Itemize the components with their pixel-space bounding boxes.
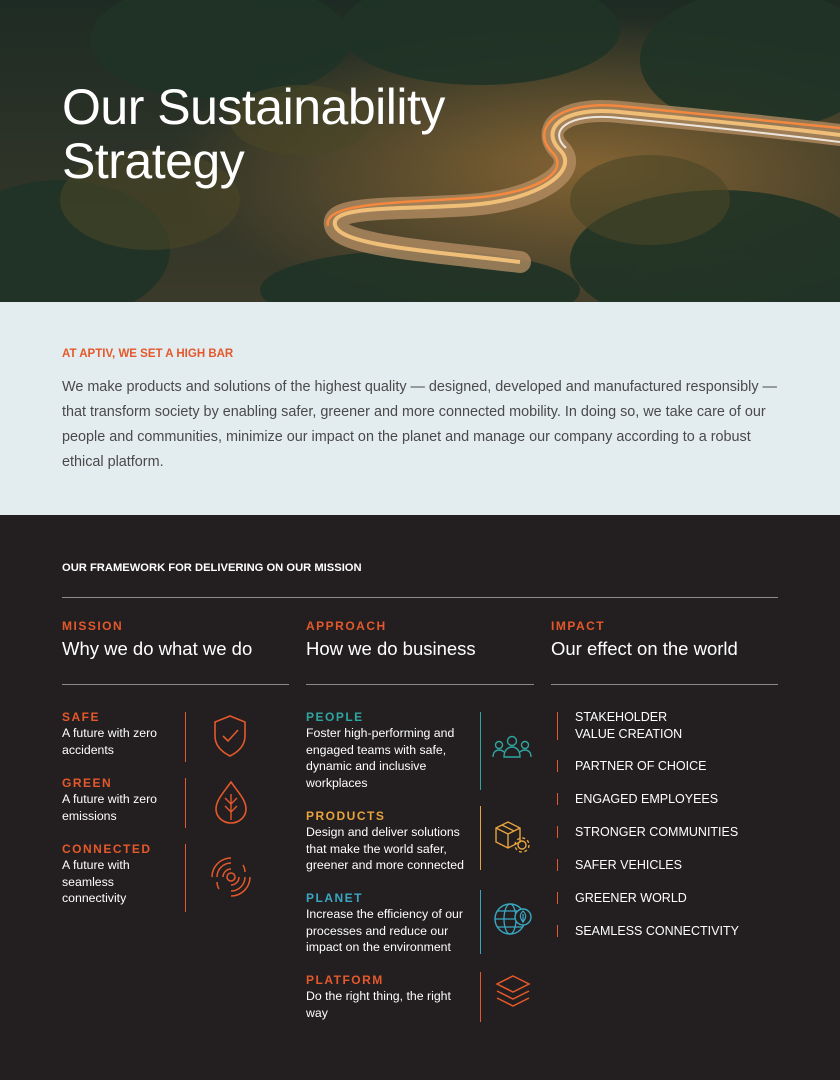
impact-item: SAFER VEHICLES — [575, 858, 682, 872]
impact-item-divider — [557, 826, 558, 838]
people-icon — [491, 735, 533, 759]
approach-item-divider — [480, 972, 481, 1022]
approach-divider — [306, 684, 534, 685]
approach-heading: How we do business — [306, 638, 476, 659]
approach-item-people-text: Foster high-performing and engaged teams with safe, dynamic and inclusive workplaces — [306, 726, 455, 790]
impact-item: GREENER WORLD — [575, 891, 687, 905]
impact-item-divider — [557, 793, 558, 805]
shield-check-icon — [212, 714, 248, 758]
impact-item-divider — [557, 760, 558, 772]
intro-kicker: AT APTIV, WE SET A HIGH BAR — [62, 348, 234, 360]
impact-item-divider — [557, 892, 558, 904]
impact-kicker: IMPACT — [551, 619, 606, 633]
approach-item-platform-label: PLATFORM — [306, 973, 384, 987]
approach-item-divider — [480, 890, 481, 954]
impact-item-divider — [557, 925, 558, 937]
approach-item-platform-text: Do the right thing, the right way — [306, 989, 451, 1020]
mission-item-safe-text: A future with zero accidents — [62, 726, 158, 757]
mission-item-connected-label: CONNECTED — [62, 842, 152, 856]
hero-banner — [0, 0, 840, 302]
approach-item-divider — [480, 712, 481, 790]
mission-heading: Why we do what we do — [62, 638, 253, 659]
impact-item: SEAMLESS CONNECTIVITY — [575, 924, 739, 938]
impact-item-divider — [557, 859, 558, 871]
impact-item: ENGAGED EMPLOYEES — [575, 792, 719, 806]
impact-item-divider — [557, 712, 558, 740]
impact-item: PARTNER OF CHOICE — [575, 759, 707, 773]
intro-body: We make products and solutions of the highest quality — designed, developed and manufactured responsibly — that transform society by enabling safer, greener and more connected mobility. In doing so, we take care of our people and communities, minimize our impact on the planet and manage our company according to a robust ethical platform. — [62, 379, 777, 470]
mission-item-connected-text: A future with seamless connectivity — [62, 858, 130, 905]
mission-item-divider — [185, 844, 186, 912]
page-title: Our Sustainability Strategy — [62, 79, 445, 189]
mission-divider — [62, 684, 289, 685]
mission-kicker: MISSION — [62, 619, 124, 633]
mission-item-divider — [185, 778, 186, 828]
approach-kicker: APPROACH — [306, 619, 387, 633]
intro-section — [0, 302, 840, 515]
mission-item-safe-label: SAFE — [62, 710, 101, 724]
impact-divider — [551, 684, 778, 685]
approach-item-divider — [480, 806, 481, 870]
framework-divider — [62, 597, 778, 598]
mission-item-divider — [185, 712, 186, 762]
impact-item: STRONGER COMMUNITIES — [575, 825, 739, 839]
approach-item-products-label: PRODUCTS — [306, 809, 386, 823]
approach-item-planet-label: PLANET — [306, 891, 363, 905]
framework-title: OUR FRAMEWORK FOR DELIVERING ON OUR MISSION — [62, 562, 362, 574]
approach-item-products-text: Design and deliver solutions that make the world safer, greener and more connected — [306, 825, 464, 872]
box-gear-icon — [493, 818, 531, 854]
mission-item-green-text: A future with zero emissions — [62, 792, 158, 823]
layers-icon — [494, 973, 532, 1013]
impact-heading: Our effect on the world — [551, 638, 738, 659]
mission-item-green-label: GREEN — [62, 776, 113, 790]
globe-leaf-icon — [493, 900, 533, 938]
approach-item-planet-text: Increase the efficiency of our processes and reduce our impact on the environment — [306, 907, 463, 954]
connectivity-icon — [210, 856, 252, 898]
impact-item: STAKEHOLDER VALUE CREATION — [575, 710, 683, 741]
approach-item-people-label: PEOPLE — [306, 710, 364, 724]
leaf-icon — [214, 780, 248, 826]
